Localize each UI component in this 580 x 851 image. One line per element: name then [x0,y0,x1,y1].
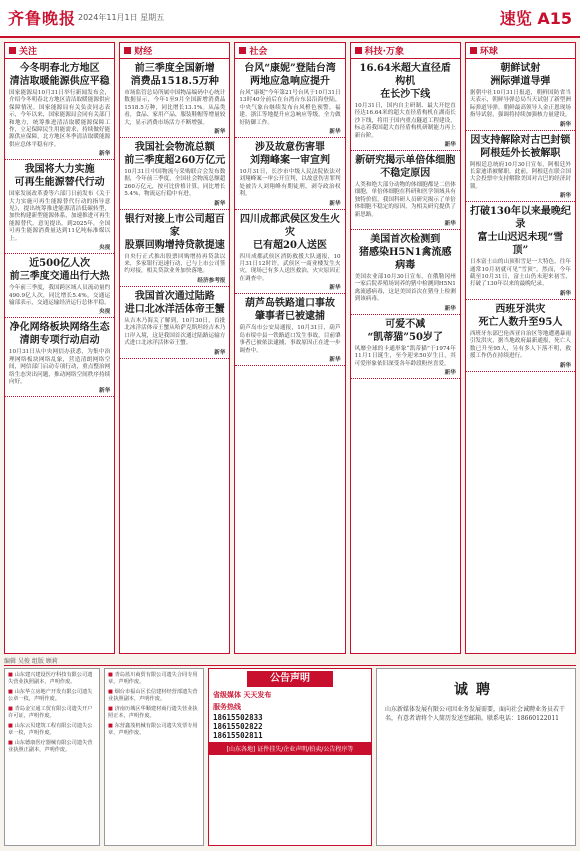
article [5,254,114,318]
editor-credits: 编辑 吴俊 组版 顾莉 [4,656,576,666]
ad-label-media: 省级媒体 天天发布 [213,691,272,699]
article-body: 葫芦岛市公安局通报，10月31日，葫芦岛市绥中县一铁路道口发生事故，目前肇事者已被依法逮捕，事故原因正在进一步调查中。 [239,325,341,354]
recruit-title: 诚聘 [454,682,498,698]
section-header [5,43,114,59]
article-headline[interactable]: 台风“康妮”登陆台湾 两地应急响应提升 [244,63,336,87]
article-headline[interactable]: 今冬明春北方地区 清洁取暖能源供应平稳 [9,63,110,87]
section-header [120,43,229,59]
notice-item: ■ 山东建兴建设医疗科技有限公司遗失营业执照副本，声明作废。 [8,672,96,686]
section-header [351,43,460,59]
article-byline: 新华 [559,193,572,200]
article-body: 国家能源局10月31日举行新闻发布会，介绍今冬明春北方地区清洁取暖能源供应保障情况。国家能源局有关负责同志表示，今年以来，国家能源局会同有关部门和地方，统筹推进清洁取暖能源保障工作，立足保障民生用能需求，持续做好能源供应保障，北方地区冬季清洁取暖能源供应总体平稳有序。 [9,90,111,148]
article [120,59,229,138]
article [466,131,575,203]
article-headline[interactable]: 葫芦岛铁路道口事故 肇事者已被逮捕 [245,298,335,323]
notice-column-left [4,668,100,846]
ad-phone: 18615502833 [213,713,263,722]
ad-title: 公告声明 [247,671,333,687]
article-byline: 新华 [559,290,572,297]
article-body: 阿根廷总统府10月30日宣布，阿根廷外长蒙迪诺被解职。此前，阿根廷在联合国大会投票中支持解除美国对古巴的经济封锁。 [469,161,572,190]
notice-item: ■ 山东华立房地产开发有限公司遗失公章一枚，声明作废。 [8,689,96,703]
article [5,318,114,397]
article-headline[interactable]: 我国社会物流总额 前三季度超260万亿元 [124,142,226,167]
article-byline: 新华 [329,285,341,292]
article-byline: 新华 [214,200,226,207]
article-byline: 新华 [329,200,341,207]
article-byline: 新华 [444,305,456,312]
news-column [234,42,345,654]
article [351,151,460,230]
article-byline: 新华 [329,129,341,136]
article-byline: 新华 [329,356,341,363]
section-header [235,43,344,59]
notice-item: ■ 济南历城区华顺建材商行遗失营业执照正本，声明作废。 [108,706,200,720]
article [235,59,344,138]
section-marker-icon [470,47,477,54]
article-byline: 新华 [99,388,111,395]
article-headline[interactable]: 近500亿人次 前三季度交通出行大热 [9,258,110,283]
notice-item: ■ 东营鑫茂机械有限公司遗失发票专用章，声明作废。 [108,723,200,737]
notice-column-mid [104,668,204,846]
notice-item: ■ 烟台市福山区长信建材经营部遗失营业执照副本，声明作废。 [108,689,200,703]
article-body: 10月31日从中央网信办获悉，为集中治理网络板块网络乱象，营造清朗网络空间，网信部门启动专项行动，重点整治网络生态突出问题，推动网络空间秩序持续向好。 [9,349,111,385]
article-body: 日本富士山的山顶积雪是一大特色，往年通常10月初就可见“雪顶”。然而，今年截至10月31日，富士山仍未迎来初雪，打破了130年以来的最晚纪录。 [469,259,572,288]
article [5,59,114,160]
section-header [466,43,575,59]
article-body: 台风“康妮”今年第21号台风于10月31日13时40分前后在台湾台东县沿海登陆，中央气象台继续发布台风橙色预警。福建、浙江等地提升应急响应等级，全力做好防御工作。 [239,90,341,126]
article [120,287,229,359]
article-byline: 新华 [559,362,572,369]
article-byline: 央视 [99,309,111,316]
article [466,202,575,300]
article-body: 从吉木乃海关了解到，10月30日，首批北冰洋活体帝王蟹从哈萨克斯坦经吉木乃口岸入境，这是我国首次通过陆路运输方式进口北冰洋活体帝王蟹。 [124,317,226,347]
article-body: 市场监管总局所属中国物品编码中心统计数据显示，今年1至9月全国新增消费品1518.5万种，同比增长13.1%。从品类看，食品、家用产品、服装鞋帽等增量较大，显示消费市场活力不断增强。 [124,90,226,126]
article-body: 国家发展改革委等六部门日前发布《关于大力实施可再生能源替代行动的指导意见》，提出统筹推进能源清洁低碳转型，加快构建新型能源体系，加速推进可再生能源替代。意见提出，到2025年，全国可再生能源消费量达到11亿吨标准煤以上。 [9,191,111,242]
article-body: 美国农业部10月30日宣布，在俄勒冈州一家后院养殖场饲养的猪中检测到H5N1禽流感病毒，这是美国首次在猪身上检测到该病毒。 [354,274,456,303]
recruit-body: 山东新媒体发展有限公司因业务发展需要，面向社会诚聘业务员若干名，有意者请将个人简历发送至邮箱。联系电话：18660122011 [385,706,566,722]
notice-item: ■ 山东云贝建筑工程有限公司遗失公章一枚，声明作废。 [8,723,96,737]
dateline: 2024年11月1日 星期五 [78,13,165,22]
article-byline: 新华 [559,121,572,128]
notice-item: ■ 青岛金宝通工贸有限公司遗失开户许可证，声明作废。 [8,706,96,720]
section-title: 社会 [249,47,268,57]
section-title: 环球 [479,47,498,57]
ad-phone: 18615502811 [213,731,263,740]
section-marker-icon [239,47,246,54]
article-headline[interactable]: 我国首次通过陆路 进口北冰洋活体帝王蟹 [124,290,225,315]
article-body: 今年前三季度，我国跨区域人员流动量约490.9亿人次，同比增长5.4%。交通运输部表示，交通运输经济运行总体平稳。 [9,285,111,306]
article-headline[interactable]: 我国将大力实施 可再生能源替代行动 [14,164,105,189]
newspaper-logo: 齐鲁晚报 [8,9,77,28]
article-byline: 新华 [444,142,456,149]
article [235,210,344,295]
article-headline[interactable]: 因支持解除对古巴封锁 阿根廷外长被解职 [470,134,571,159]
article-body: 风靡全球的卡通形象“凯蒂猫”于1974年11月1日诞生，至今迎来50岁生日，其可爱形象依旧深受各年龄段粉丝喜爱。 [354,345,456,367]
news-column [119,42,230,654]
announcement-ad [208,668,372,846]
article-headline[interactable]: 16.64米超大直径盾构机 在长沙下线 [359,63,451,100]
classified-section [4,668,576,848]
article-headline[interactable]: 新研究揭示单倍体细胞 不稳定原因 [355,155,456,180]
article-headline[interactable]: 涉及故意伤害罪 刘翔峰案一审宣判 [250,142,330,167]
article-headline[interactable]: 可爱不减 “凯蒂猫”50岁了 [367,318,443,343]
ad-services-bar: [山东各地] 证件挂失/企业声明/拍卖/公告程序等 [209,742,371,755]
article-headline[interactable]: 银行对接上市公司超百家 股票回购增持贷款提速 [124,213,225,251]
news-column [350,42,461,654]
article-byline: 央视 [99,245,111,252]
article [120,138,229,210]
section-marker-icon [9,47,16,54]
article-headline[interactable]: 净化网络板块网络生态 清朗专项行动启动 [9,322,110,347]
article [466,59,575,131]
article [235,138,344,210]
article-byline: 新华 [444,221,456,228]
article-byline: 新华 [214,349,226,356]
article-headline[interactable]: 朝鲜试射 洲际弹道导弹 [490,63,551,87]
article [235,294,344,366]
article-byline: 新华 [214,129,226,136]
article-byline: 新华 [444,369,456,376]
section-marker-icon [124,47,131,54]
article [120,210,229,287]
article [351,315,460,379]
article-body: 10月31日，国内自主研制、最大开挖直径达16.64米的超大直径盾构机在湖南长沙下线，将用于国内重点隧道工程建设，标志着我国超大直径盾构机研制能力再上新台阶。 [354,103,456,139]
article-body: 自央行正式推出股票回购增持再贷款以来，多家银行迅速行动，已与上市公司签约对接，相关贷款业务加快落地。 [124,253,226,275]
article [351,59,460,151]
ad-label-hotline: 服务热线 [213,703,241,711]
article-byline: 经济参考报 [197,277,226,284]
article-headline[interactable]: 四川成都武侯区发生火灾 已有超20人送医 [240,213,340,251]
article [351,230,460,315]
article [5,160,114,254]
article-body: 10月31日中国物流与采购联合会发布数据，今年前三季度，全国社会物流总额超260万亿元，按可比价格计算，同比增长5.4%，物流运行稳中有进。 [124,169,226,198]
masthead [0,0,580,38]
page-number: 速览 A15 [499,9,572,28]
article-byline: 新华 [99,151,111,158]
news-column [465,42,576,654]
article-headline[interactable]: 打破130年以来最晚纪录 富士山迟迟未现“雪顶” [469,206,571,257]
notice-item: ■ 青岛蓝川商贸有限公司遗失合同专用章，声明作废。 [108,672,200,686]
section-title: 财经 [134,47,153,57]
news-column [4,42,115,654]
news-columns [4,42,576,654]
article-body: 据朝中社10月31日报道，朝鲜国防省当天表示，朝鲜导弹总局当天试射了新型洲际弹道导弹。朝鲜最高领导人金正恩现场指导试射，强调将持续加强核力量建设。 [469,90,572,119]
ad-phone: 18615502822 [213,722,263,731]
section-title: 科技·万象 [364,47,405,57]
section-marker-icon [355,47,362,54]
notice-item: ■ 山东德康医疗器械有限公司遗失营业执照正副本，声明作废。 [8,740,96,754]
article-body: 10月31日，长沙市中级人民法院依法对刘翔峰案一审公开宣判，以故意伤害罪判处被告人刘翔峰有期徒刑，剥夺政治权利。 [239,169,341,198]
article-headline[interactable]: 美国首次检测到 猪感染H5N1禽流感病毒 [358,234,452,272]
recruitment-ad [376,668,576,846]
article-body: 西班牙东部巴伦西亚自治区等地遭遇暴雨引发洪灾，据当地政府最新通报，死亡人数已升至95人，另有多人下落不明，救援工作仍在持续进行。 [469,330,572,360]
article [466,300,575,372]
article-body: 人类和绝大部分动物的体细胞都是二倍体细胞，单倍体细胞在科研和医学领域具有独特价值。我国科研人员研究揭示了单倍体细胞不稳定的原因，为相关研究提供了新思路。 [354,182,456,218]
section-title: 关注 [19,47,38,57]
article-body: 四川成都武侯区消防救援大队通报，10月31日12时许，武侯区一商业楼发生火灾，现场已有多人送医救治，火灾原因正在调查中。 [239,253,341,282]
article-headline[interactable]: 西班牙洪灾 死亡人数升至95人 [478,303,563,328]
article-headline[interactable]: 前三季度全国新增 消费品1518.5万种 [130,63,219,87]
